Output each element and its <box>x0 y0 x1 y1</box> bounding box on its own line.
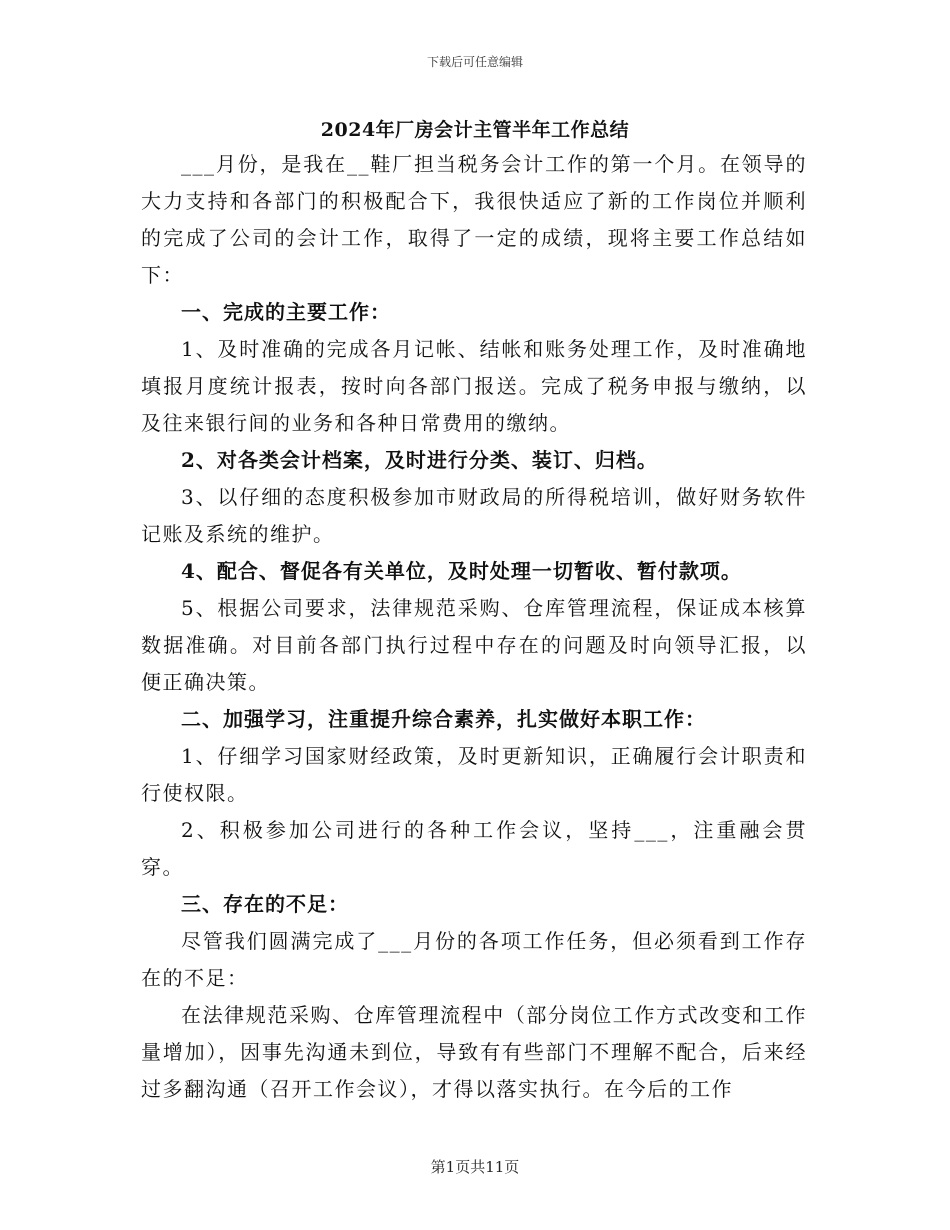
paragraph-item-2: 2、对各类会计档案，及时进行分类、装订、归档。 <box>181 448 658 472</box>
paragraph-shortcomings-1: 尽管我们圆满完成了___月份的各项工作任务，但必须看到工作存在的不足： <box>141 929 807 990</box>
intro-paragraph: ___月份，是我在__鞋厂担当税务会计工作的第一个月。在领导的大力支持和各部门的积极配合下，我很快适应了新的工作岗位并顺利的完成了公司的会计工作，取得了一定的成绩，现将主要工作总结如下： <box>141 152 807 287</box>
header-note: 下载后可任意编辑 <box>426 55 523 69</box>
paragraph-item-1: 1、及时准确的完成各月记帐、结帐和账务处理工作，及时准确地填报月度统计报表，按时向各部门报送。完成了税务申报与缴纳，以及往来银行间的业务和各种日常费用的缴纳。 <box>141 337 807 435</box>
paragraph-shortcomings-2: 在法律规范采购、仓库管理流程中（部分岗位工作方式改变和工作量增加），因事先沟通未到位，导致有有些部门不理解不配合，后来经过多翻沟通（召开工作会议），才得以落实执行。在今后的工作 <box>141 1003 807 1101</box>
paragraph-item-4: 4、配合、督促各有关单位，及时处理一切暂收、暂付款项。 <box>181 559 742 583</box>
section-heading-shortcomings: 三、存在的不足： <box>181 892 349 916</box>
page-number: 第1页共11页 <box>430 1158 520 1176</box>
paragraph-study-1: 1、仔细学习国家财经政策，及时更新知识，正确履行会计职责和行使权限。 <box>141 744 807 805</box>
document-title: 2024年厂房会计主管半年工作总结 <box>320 119 630 141</box>
document-body <box>141 146 807 1108</box>
section-heading-study: 二、加强学习，注重提升综合素养，扎实做好本职工作： <box>181 707 706 731</box>
section-heading-main-work: 一、完成的主要工作： <box>181 300 391 324</box>
paragraph-study-2: 2、积极参加公司进行的各种工作会议，坚持___，注重融会贯穿。 <box>141 818 807 879</box>
paragraph-item-3: 3、以仔细的态度积极参加市财政局的所得税培训，做好财务软件记账及系统的维护。 <box>141 485 807 546</box>
paragraph-item-5: 5、根据公司要求，法律规范采购、仓库管理流程，保证成本核算数据准确。对目前各部门执行过程中存在的问题及时向领导汇报，以便正确决策。 <box>141 596 807 694</box>
